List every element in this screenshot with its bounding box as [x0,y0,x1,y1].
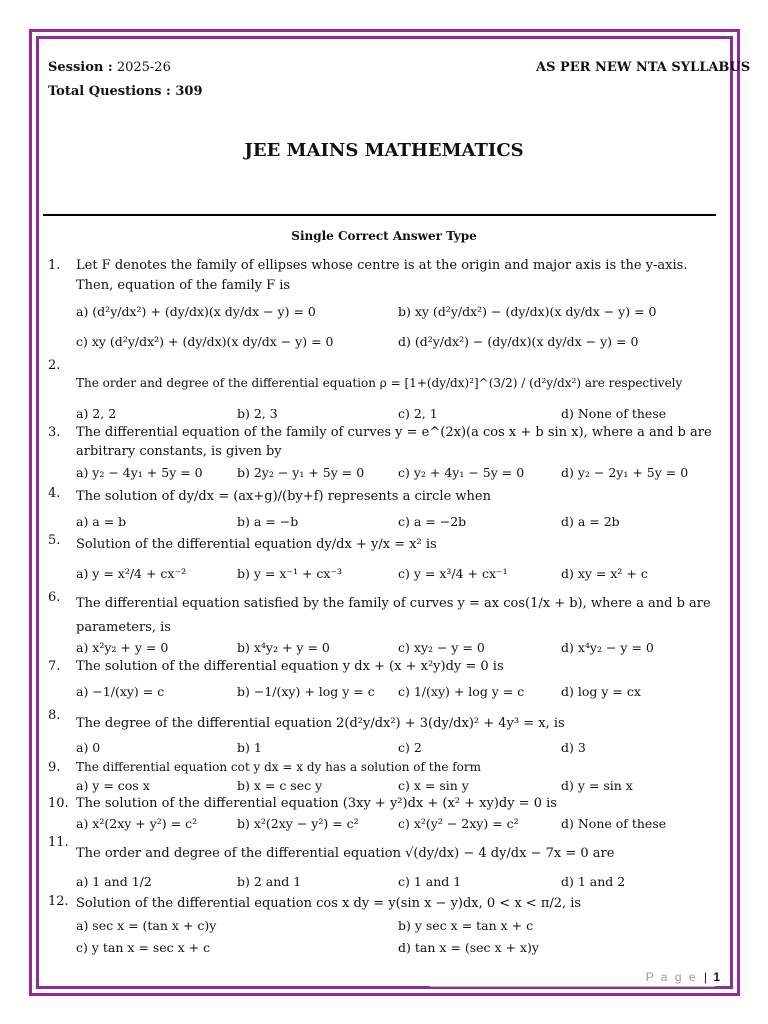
question-number: 2. [48,358,61,373]
option-a: a) 2, 2 [76,406,117,421]
session-line [48,60,171,75]
question-number: 4. [48,486,61,501]
question-number: 8. [48,708,61,723]
option-d: d) 3 [561,740,586,755]
option-b: b) x⁴y₂ + y = 0 [237,640,330,655]
option-a: a) −1/(xy) = c [76,684,165,699]
question-number: 7. [48,659,61,674]
question-text: parameters, is [76,620,171,635]
option-c: c) xy (d²y/dx²) + (dy/dx)(x dy/dx − y) = 0 [76,334,334,349]
option-b: b) 1 [237,740,262,755]
option-a: a) (d²y/dx²) + (dy/dx)(x dy/dx − y) = 0 [76,304,316,319]
option-b: b) y sec x = tan x + c [398,918,534,933]
option-b: b) x²(2xy − y²) = c² [237,816,359,831]
question-number: 12. [48,894,69,909]
option-c: c) y tan x = sec x + c [76,940,211,955]
title-divider [43,214,716,216]
option-d: d) y = sin x [561,778,633,793]
option-b: b) 2 and 1 [237,874,302,889]
option-a: a) y = cos x [76,778,150,793]
option-a: a) a = b [76,514,127,529]
question-number: 3. [48,425,61,440]
option-c: c) y₂ + 4y₁ − 5y = 0 [398,465,525,480]
syllabus-note: AS PER NEW NTA SYLLABUS [536,60,751,75]
option-b: b) 2, 3 [237,406,278,421]
option-a: a) sec x = (tan x + c)y [76,918,217,933]
question-text: The differential equation satisfied by the family of curves y = ax cos(1/x + b), where a and b are [76,596,711,611]
question-number: 11. [48,835,69,850]
option-c: c) 1/(xy) + log y = c [398,684,525,699]
option-d: d) 1 and 2 [561,874,626,889]
question-text: arbitrary constants, is given by [76,444,282,459]
page-label: P a g e [645,970,698,984]
section-heading: Single Correct Answer Type [291,229,477,243]
page-footer [646,970,720,984]
option-c: c) 2 [398,740,422,755]
question-number: 6. [48,590,61,605]
question-text: The degree of the differential equation 2(d²y/dx²) + 3(dy/dx)² + 4y³ = x, is [76,716,565,731]
page-title: JEE MAINS MATHEMATICS [244,140,524,161]
option-d: d) None of these [561,816,667,831]
option-b: b) x = c sec y [237,778,323,793]
page-separator: | [703,970,707,984]
option-b: b) xy (d²y/dx²) − (dy/dx)(x dy/dx − y) = 0 [398,304,657,319]
option-b: b) −1/(xy) + log y = c [237,684,375,699]
question-text: The order and degree of the differential equation √(dy/dx) − 4 dy/dx − 7x = 0 are [76,846,615,861]
question-text: The order and degree of the differential equation ρ = [1+(dy/dx)²]^(3/2) / (d²y/dx²) are respectively [76,376,683,390]
question-text: Solution of the differential equation cos x dy = y(sin x − y)dx, 0 < x < π/2, is [76,896,582,911]
option-c: c) 2, 1 [398,406,438,421]
option-a: a) y₂ − 4y₁ + 5y = 0 [76,465,203,480]
option-c: c) xy₂ − y = 0 [398,640,485,655]
total-questions: Total Questions : 309 [48,84,203,99]
option-a: a) x²y₂ + y = 0 [76,640,169,655]
option-a: a) x²(2xy + y²) = c² [76,816,198,831]
option-c: c) y = x³/4 + cx⁻¹ [398,566,508,581]
option-d: d) None of these [561,406,667,421]
option-c: c) 1 and 1 [398,874,462,889]
question-text: The differential equation of the family of curves y = e^(2x)(a cos x + b sin x), where a and b are [76,425,712,440]
option-d: d) y₂ − 2y₁ + 5y = 0 [561,465,689,480]
question-number: 9. [48,760,61,775]
option-d: d) log y = cx [561,684,641,699]
question-text: Solution of the differential equation dy/dx + y/x = x² is [76,537,437,552]
option-a: a) 0 [76,740,101,755]
question-text: Let F denotes the family of ellipses whose centre is at the origin and major axis is the y-axis. [76,258,688,273]
question-text: Then, equation of the family F is [76,278,291,293]
option-c: c) x = sin y [398,778,469,793]
option-a: a) 1 and 1/2 [76,874,152,889]
question-number: 5. [48,533,61,548]
question-text: The solution of dy/dx = (ax+g)/(by+f) represents a circle when [76,489,491,504]
page-number: 1 [713,970,720,984]
question-text: The differential equation cot y dx = x dy has a solution of the form [76,760,482,774]
option-b: b) a = −b [237,514,299,529]
option-d: d) a = 2b [561,514,620,529]
option-c: c) x²(y² − 2xy) = c² [398,816,519,831]
option-a: a) y = x²/4 + cx⁻² [76,566,187,581]
question-number: 1. [48,258,61,273]
option-b: b) y = x⁻¹ + cx⁻³ [237,566,343,581]
session-value: 2025-26 [116,60,171,75]
footer-rule [430,986,715,987]
option-b: b) 2y₂ − y₁ + 5y = 0 [237,465,365,480]
option-d: d) xy = x² + c [561,566,648,581]
option-d: d) x⁴y₂ − y = 0 [561,640,654,655]
question-text: The solution of the differential equation y dx + (x + x²y)dy = 0 is [76,659,504,674]
question-text: The solution of the differential equation (3xy + y²)dx + (x² + xy)dy = 0 is [76,796,557,811]
option-d: d) tan x = (sec x + x)y [398,940,539,955]
option-d: d) (d²y/dx²) − (dy/dx)(x dy/dx − y) = 0 [398,334,639,349]
question-number: 10. [48,796,69,811]
option-c: c) a = −2b [398,514,467,529]
session-label: Session : [48,60,113,75]
